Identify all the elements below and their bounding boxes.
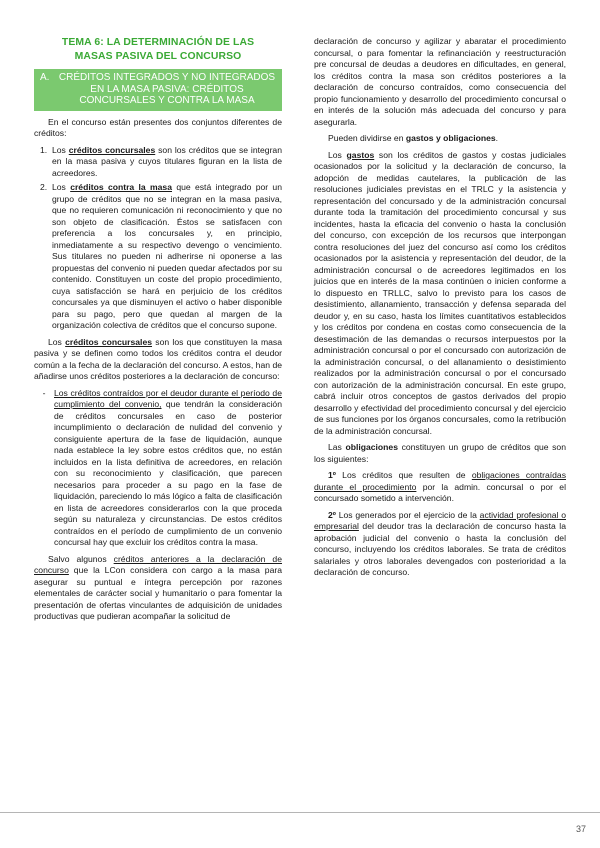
text-span: del deudor tras la declaración de concurso hasta la aprobación judicial del convenio o hasta la conclusión del concurso, incluyendo los créditos laborales. Se trata de créditos salariales y otros laborales devengados con posterioridad a la declaración de concurso. [314,521,566,577]
list-number: 1. [40,144,48,155]
obligacion-term: obligaciones contraídas durante el procedimiento [314,470,566,492]
obligacion-term: actividad profesional o empresarial [314,509,567,531]
obligacion-number: 1º [328,470,336,480]
right-column [314,36,566,584]
list-term: créditos contra la masa [70,182,172,192]
divide-term: gastos y obligaciones [405,133,496,143]
list-text: que está integrado por un grupo de créditos que no se integran en la masa pasiva, que no requieren comunicación ni reconocimiento y que no son objeto de clasificación. Éstos se satisfacen con preferencia a los concursales y, en principio, inmediatamente a su respectivo devengo o vencimiento. Sus titulares no pueden ni adherirse ni oponerse a las propuestas del convenio ni pueden quedar afectados por su contenido. Constituyen un coste del propio procedimiento, cuya satisfacción se hará en perjuicio de los créditos concursales ya que disminuyen el activo o haber disponible para su pago, pero que quedan al margen de la organización colectiva de créditos que el concurso supone. [52,182,282,330]
list-item [34,182,282,332]
text-span: . [495,133,499,143]
text-span: Los créditos que resulten de [335,470,472,480]
continued-paragraph: declaración de concurso y agilizar y abaratar el procedimiento concursal, o para fomentar la refinanciación y reestructuración pre concursal de deudas a deudores en dificultades, en general, los créditos contra la masa son créditos posteriores a la declaración de concurso contraídos, como consecuencia del propio funcionamiento y desarrollo del procedimiento concursal o en interés de la solución más adecuada del concurso y para asegurarla. [314,36,566,127]
text-span: por la admin. concursal o por el concursado sometido a intervención. [314,481,566,503]
section-letter: A. [40,72,50,83]
intro-paragraph: En el concurso están presentes dos conjuntos diferentes de créditos: [34,116,282,138]
salvo-term: créditos anteriores a la declaración de concurso [34,553,282,575]
text-span: Las [328,442,346,452]
obligacion-1-paragraph [314,470,566,505]
list-text: son los créditos que se integran en la masa pasiva y cuyos titulares figuran en la lista de acreedores. [52,144,282,178]
list-text-pre: Los [52,144,69,155]
concursales-term: créditos concursales [65,336,153,347]
text-span: Los [328,149,347,160]
list-item [34,145,282,180]
text-span: Salvo algunos [48,553,114,564]
left-column [34,36,282,628]
obligacion-number: 2º [328,509,336,520]
text-span: Los [48,336,66,347]
concursales-paragraph [34,337,282,383]
section-heading: CRÉDITOS INTEGRADOS Y NO INTEGRADOS EN LA MASA PASIVA: CRÉDITOS CONCURSALES Y CONTRA LA MASA [58,72,276,106]
dash-term: Los créditos contraídos por el deudor durante el período de cumplimiento del convenio, [54,387,282,409]
text-span: son los que constituyen la masa pasiva y se definen como todos los créditos contra el deudor común a la fecha de la declaración del concurso. A estos, han de añadirse unos créditos posteriores a la declaración de concurso: [34,336,283,381]
divide-paragraph [314,133,566,145]
list-text-pre: Los [52,182,71,192]
page-number: 37 [575,824,586,834]
text-span: Los generados por el ejercicio de la [335,509,480,520]
obligaciones-term: obligaciones [345,442,398,452]
obligacion-2-paragraph [314,510,566,579]
page-title: TEMA 6: LA DETERMINACIÓN DE LAS MASAS PASIVA DEL CONCURSO [61,37,255,62]
footer-rule [0,812,600,813]
list-term: créditos concursales [68,144,156,155]
obligaciones-paragraph [314,442,566,465]
dash-text: que tendrán la consideración de créditos concursales en caso de posterior incumplimiento o declaración de nulidad del convenio y consiguiente apertura de la fase de liquidación, aunque nada establece la ley sobre estos créditos que, no están incluidos en la lista definitiva de acreedores, en relación con su reconocimiento y clasificación, que parecen necesarios para proceder a su pago en la fase de liquidación, pareciendo lo más lógico a falta de clasificación en lista de acreedores considerarlos con la que proceda según su naturaleza y circunstancias. De estos créditos contraídos en el período de cumplimiento de un convenio concursal hay que excluir los créditos contra la masa. [54,399,282,547]
credit-types-list [34,145,282,332]
section-header [34,69,282,111]
text-span: Pueden dividirse en [328,133,406,143]
list-number: 2. [40,182,48,192]
dash-bullet: - [42,387,46,398]
dash-list-item [34,388,282,549]
text-span: que la LCon considera con cargo a la masa para asegurar su puntual e íntegra percepción por razones elementales de carácter social y humanitario o para fomentar la presentación de ofertas vinculantes de adquisición de unidades productivas que pudieran acompañar la solicitud de [34,565,282,621]
text-span: son los créditos de gastos y costas judiciales ocasionados por la solicitud y la declaración de concurso, la adopción de medidas cautelares, la publicación de las resoluciones judiciales previstas en el TRLC y la asistencia y representación del concursado y de la administración concursal durante toda la tramitación del procedimiento concursal y sus incidentes, hasta la eficacia del convenio o hasta la conclusión del concurso, con excepción de los recursos que interpongan contra resoluciones del juez del concurso así como los créditos ocasionados por la asistencia y representación del deudor, de la administración concursal o de acreedores legitimados en los juicios que en interés de la masa continúen o inicien conforme a lo dispuesto en TRLLC, salvo lo previsto para los casos de desistimiento, allanamiento, transacción y defensa separada del deudor y, en su caso, hasta los límites cuantitativos establecidos y los créditos por condena en costas como consecuencia de la desestimación de las demandas o recursos interpuestos por la administración concursal o por el concursado con autorización de la administración concursal, o del allanamiento o desistimiento realizados por la administración concursal o por el concursado con autorización de la administración concursal. En este grupo, cabrá incluir otros conceptos de gastos derivados del propio desarrollo y efectividad del procedimiento concursal y del ejercicio de sus funciones por los órganos concursales, como la retribución de la administración concursal. [314,149,566,436]
gastos-paragraph [314,150,566,438]
text-span: constituyen un grupo de créditos que son los siguientes: [314,442,566,464]
gastos-term: gastos [346,149,375,160]
salvo-paragraph [34,554,282,623]
